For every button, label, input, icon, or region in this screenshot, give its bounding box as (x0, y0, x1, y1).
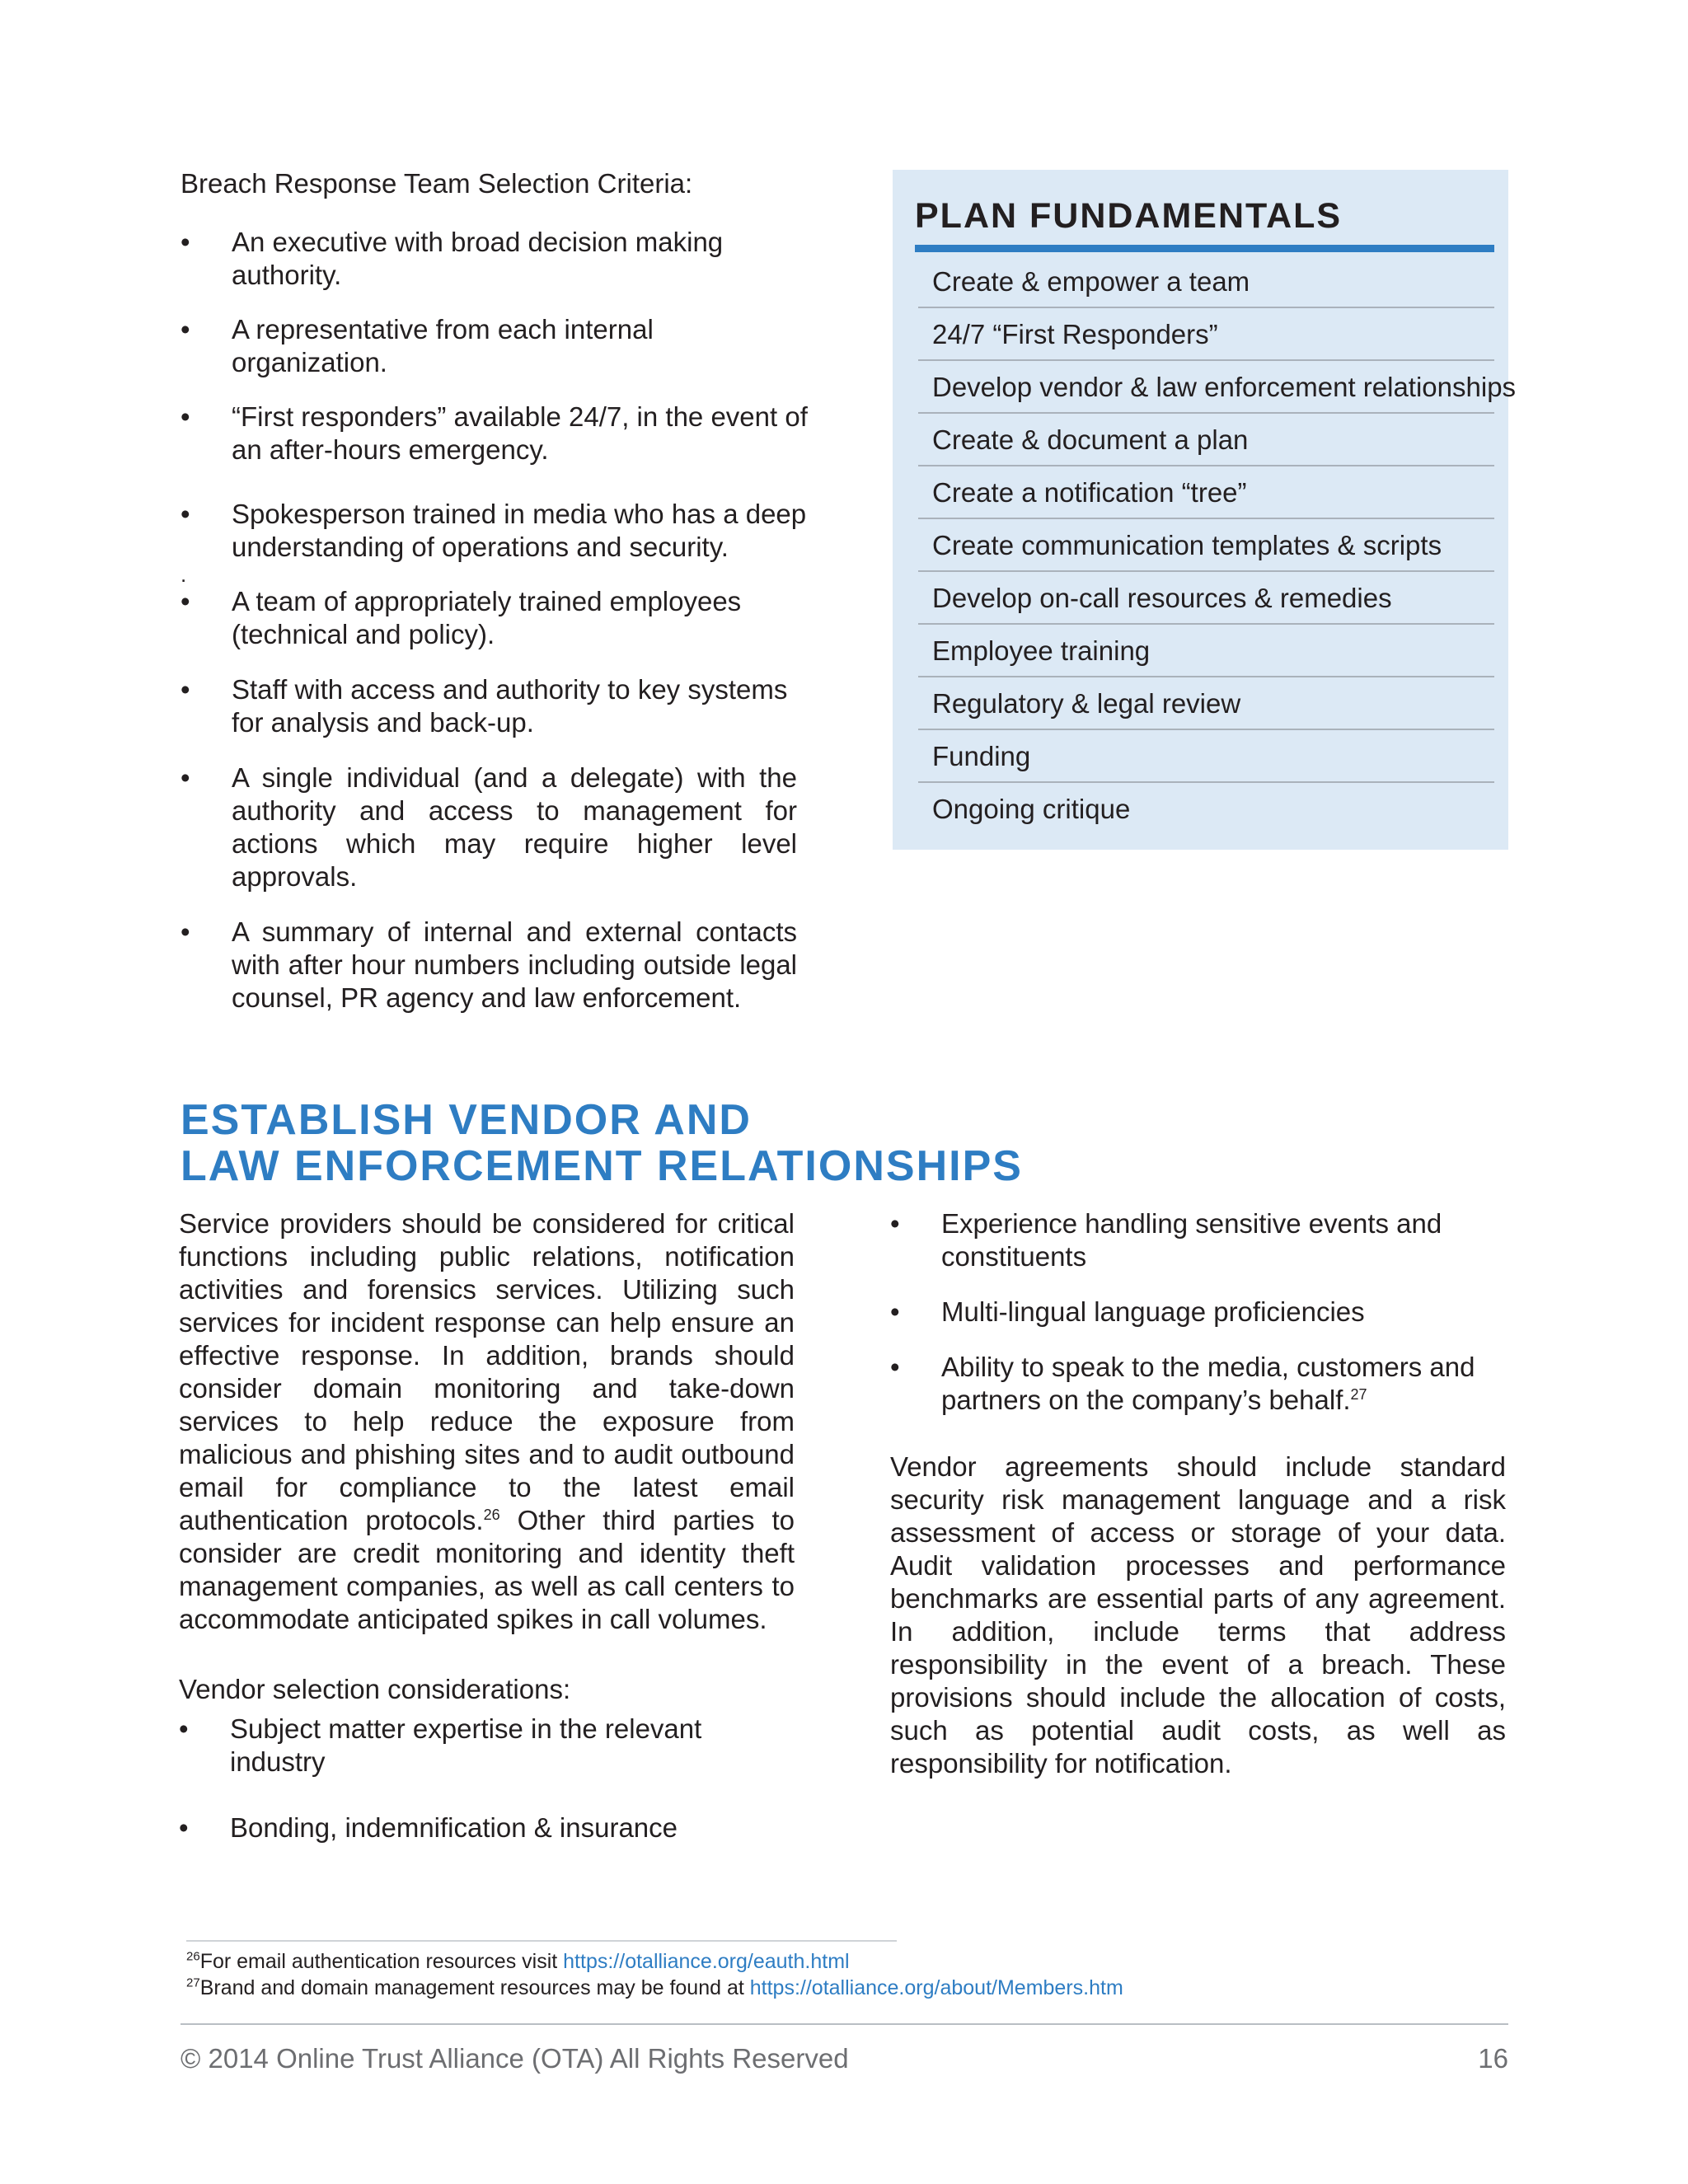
list-item (181, 313, 811, 379)
list-item (181, 498, 811, 564)
bullet-icon: • (890, 1296, 900, 1327)
bullet-icon: • (890, 1208, 900, 1239)
vendor-list (179, 1713, 795, 1844)
list-item (179, 1811, 795, 1844)
bullet-icon: • (181, 314, 190, 344)
plan-item: Funding (918, 730, 1494, 783)
plan-item: Develop vendor & law enforcement relationships (918, 361, 1494, 414)
plan-item: Regulatory & legal review (918, 677, 1494, 730)
footnote-ref: 26 (483, 1507, 500, 1523)
list-item-text: A team of appropriately trained employees (technical and policy). (232, 586, 742, 649)
plan-item: Employee training (918, 625, 1494, 677)
plan-item: Ongoing critique (932, 794, 1131, 824)
footnote-text: Brand and domain management resources may be found at (199, 1976, 750, 1999)
plan-item: Create a notification “tree” (918, 466, 1494, 519)
list-item-text: An executive with broad decision making authority. (232, 227, 724, 290)
vendor-criteria-list (890, 1207, 1508, 1439)
list-item-text: Multi-lingual language proficiencies (941, 1296, 1365, 1327)
stray-mark: . (181, 562, 187, 587)
list-item (181, 916, 811, 1015)
footer-divider (181, 2023, 1508, 2025)
plan-title: PLAN FUNDAMENTALS (915, 196, 1343, 236)
footnote-ref: 27 (1350, 1386, 1367, 1403)
bullet-icon: • (181, 586, 190, 616)
list-item-text: Staff with access and authority to key systems for analysis and back-up. (232, 674, 788, 738)
footnote-divider (186, 1940, 897, 1942)
plan-title-rule (915, 245, 1494, 252)
list-item (179, 1713, 795, 1779)
criteria-list (181, 226, 811, 1036)
vendor-heading: Vendor selection considerations: (179, 1674, 571, 1704)
footnote-link[interactable]: https://otalliance.org/eauth.html (563, 1950, 850, 1973)
footnote-link[interactable]: https://otalliance.org/about/Members.htm (749, 1976, 1123, 1999)
section-title-line: ESTABLISH VENDOR AND (181, 1096, 752, 1144)
footnote-text: For email authentication resources visit (199, 1950, 564, 1973)
plan-item: Create & document a plan (918, 414, 1494, 466)
bullet-icon: • (181, 762, 190, 793)
plan-fundamentals-box (893, 170, 1517, 850)
plan-list (918, 255, 1517, 836)
bullet-icon: • (890, 1352, 900, 1382)
list-item (181, 673, 811, 739)
plan-item: 24/7 “First Responders” (918, 308, 1494, 361)
plan-item: Create & empower a team (918, 255, 1494, 308)
list-item (181, 585, 811, 651)
bullet-icon: • (179, 1812, 189, 1843)
list-item-words: Ability to speak to the media, customers and partners on the company’s behalf. (941, 1352, 1475, 1415)
paragraph-text: Service providers should be considered for critical functions including public relations, notification activities and forensics services. Utilizing such services for incident response can help ensure an effective response. In addition, brands should consider domain monitoring and take-down services to help reduce the exposure from malicious and phishing sites and to audit outbound email for compliance to the latest email authentication protocols. (179, 1208, 795, 1535)
list-item-text: Subject matter expertise in the relevant industry (230, 1713, 702, 1777)
paragraph-text: Other third parties to consider are credit monitoring and identity theft management companies, as well as call centers to accommodate anticipated spikes in call volumes. (179, 1505, 795, 1634)
list-item (890, 1207, 1508, 1273)
section-title-line: LAW ENFORCEMENT RELATIONSHIPS (181, 1142, 1023, 1190)
plan-item: Create communication templates & scripts (918, 519, 1494, 572)
bullet-icon: • (181, 674, 190, 705)
list-item-text: A summary of internal and external contacts with after hour numbers including outside legal counsel, PR agency and law enforcement. (232, 916, 797, 1013)
list-item-text: A single individual (and a delegate) with the authority and access to management for actions which may require higher level approvals. (232, 762, 797, 892)
section-title (181, 1097, 1023, 1189)
bullet-icon: • (181, 499, 190, 529)
intro-paragraph (179, 1207, 795, 1636)
list-item (890, 1296, 1508, 1329)
list-item-text: Bonding, indemnification & insurance (230, 1812, 678, 1843)
bullet-icon: • (181, 227, 190, 257)
list-item (181, 401, 811, 466)
footnote (186, 1948, 850, 1975)
footnote-number: 27 (186, 1975, 200, 1990)
list-item (181, 762, 811, 893)
page-number: 16 (1478, 2043, 1508, 2074)
footnote-number: 26 (186, 1949, 200, 1964)
list-item (181, 226, 811, 292)
bullet-icon: • (181, 916, 190, 947)
list-item-text: Experience handling sensitive events and constituents (941, 1208, 1442, 1272)
copyright: © 2014 Online Trust Alliance (OTA) All Rights Reserved (181, 2043, 849, 2074)
list-item-text: “First responders” available 24/7, in the event of an after-hours emergency. (232, 401, 808, 465)
vendor-agreements-paragraph: Vendor agreements should include standard security risk management language and a risk assessment of access or storage of your data. Audit validation processes and performance benchmarks are essential parts of any agreement. In addition, include terms that address responsibility in the event of a breach. These provisions should include the allocation of costs, such as potential audit costs, as well as responsibility for notification. (890, 1451, 1506, 1779)
list-item-text (941, 1351, 1508, 1417)
list-item-text: A representative from each internal organization. (232, 314, 654, 377)
list-item-text: Spokesperson trained in media who has a deep understanding of operations and security. (232, 499, 807, 562)
list-item (890, 1351, 1508, 1417)
plan-item: Develop on-call resources & remedies (918, 572, 1494, 625)
criteria-heading: Breach Response Team Selection Criteria: (181, 168, 693, 199)
footnote (186, 1975, 1123, 2001)
bullet-icon: • (179, 1713, 189, 1744)
bullet-icon: • (181, 401, 190, 432)
